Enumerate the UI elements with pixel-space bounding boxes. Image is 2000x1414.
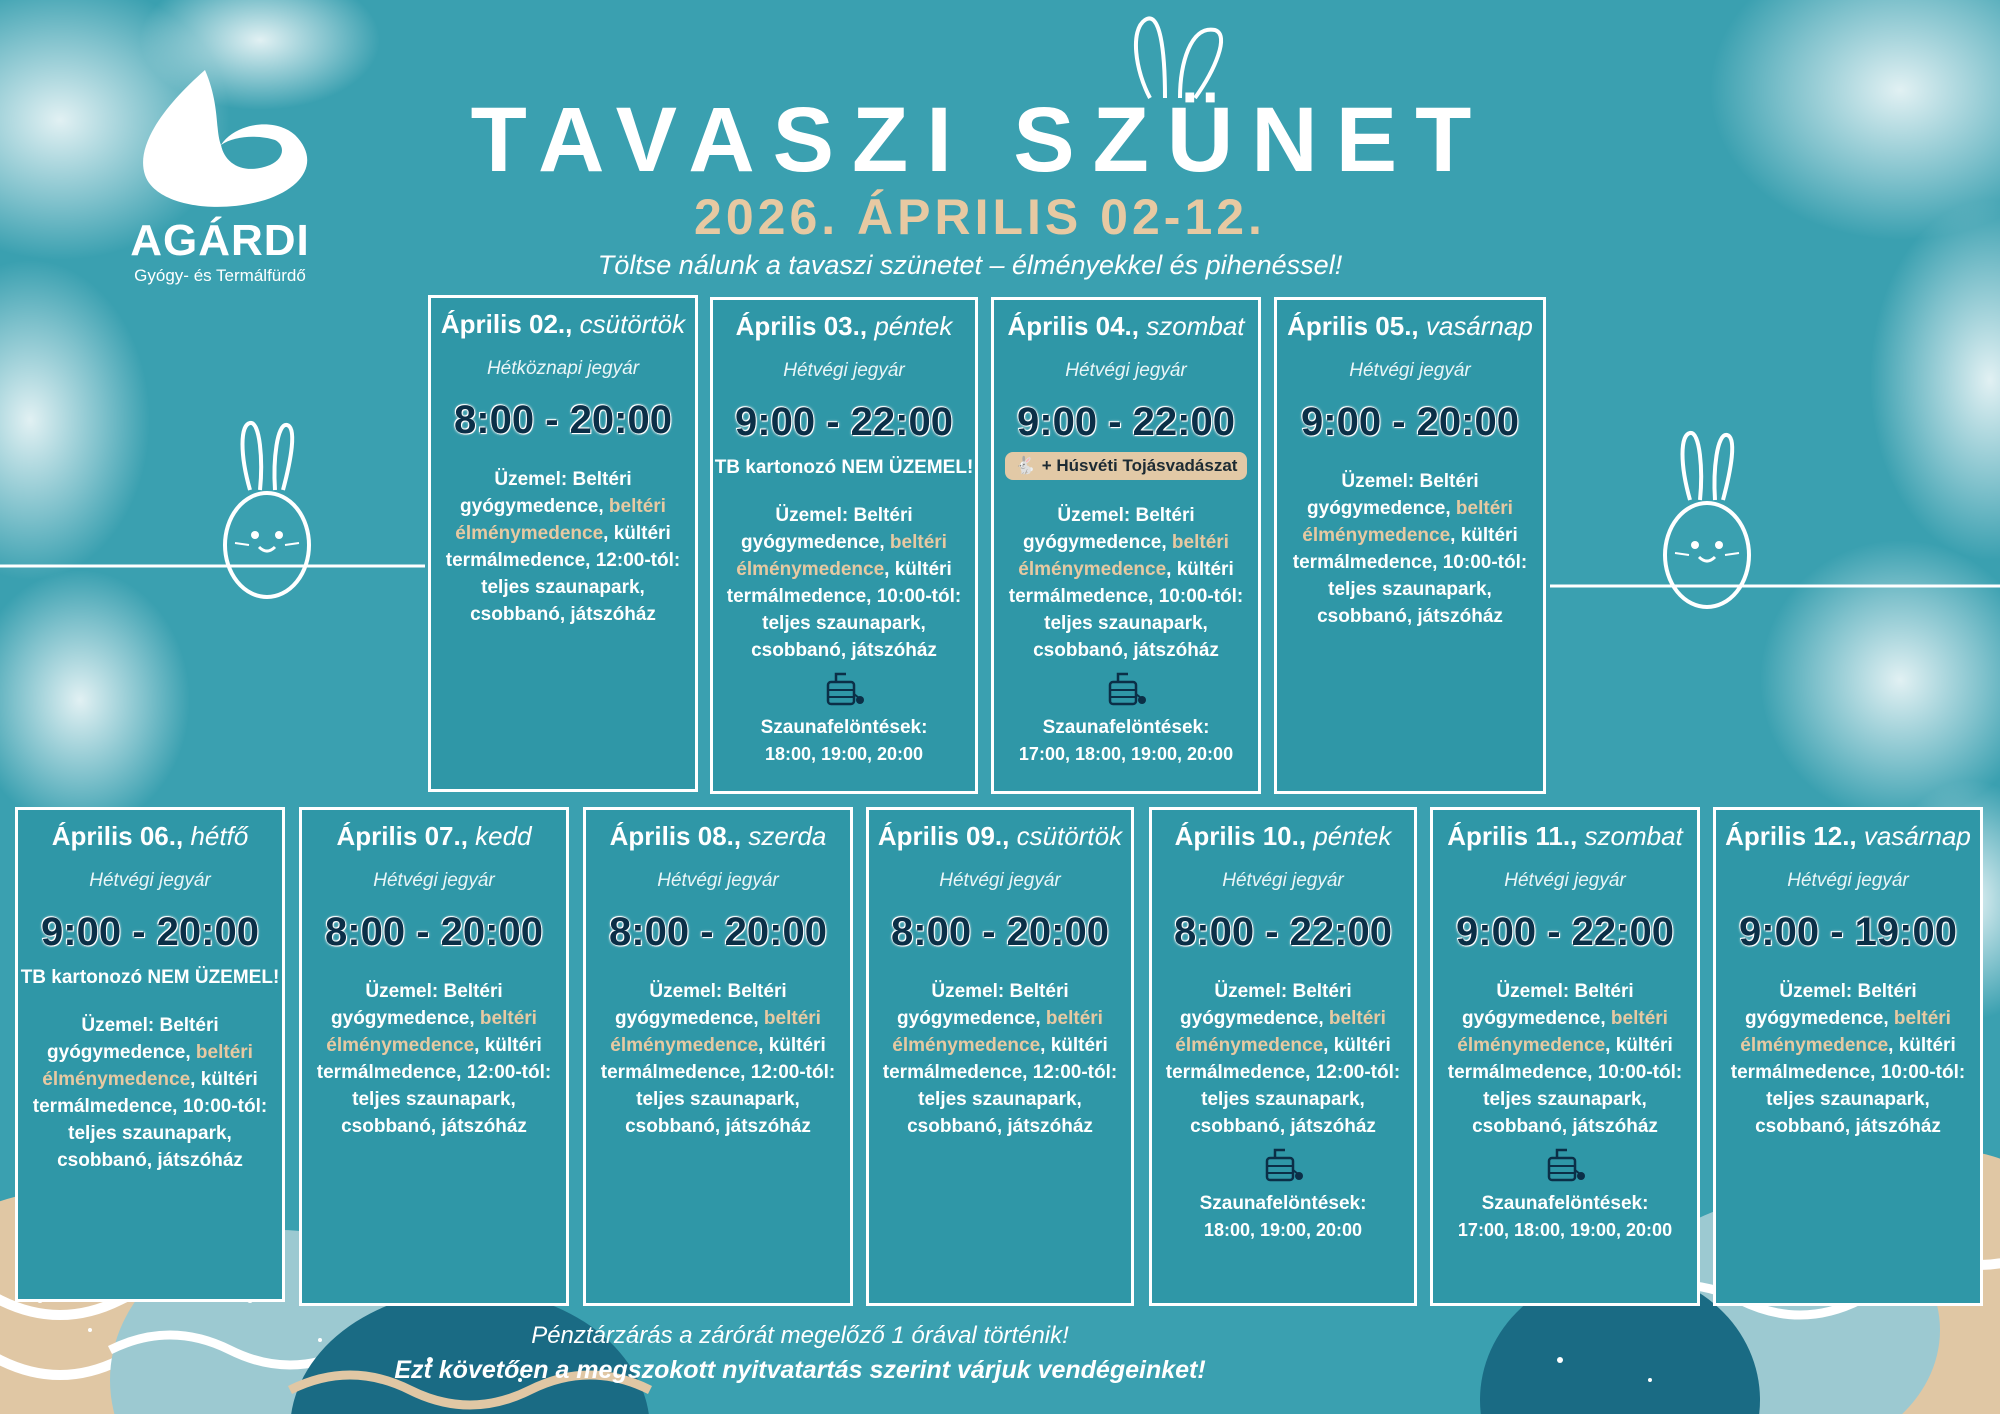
facilities-text-part: Üzemel: Beltéri gyógymedence, [897,981,1069,1029]
facilities-text-part: Üzemel: Beltéri gyógymedence, [331,981,503,1029]
bunny-icon: 🐇 [1014,456,1036,475]
day-heading [431,308,695,340]
facilities-highlight: beltéri élménymedence [1457,1008,1668,1056]
day-heading [869,820,1131,852]
opening-hours: 8:00 - 20:00 [891,910,1109,954]
ticket-type: Hétvégi jegyár [1504,870,1626,891]
day-date: Április 03., [735,311,868,341]
opening-hours: 9:00 - 22:00 [735,400,953,444]
sauna-section [1433,1146,1697,1243]
facilities-text [312,978,556,1140]
facilities-text-part: , kültéri termálmedence, 12:00-tól: teljes szaunapark, csobbanó, játszóház [600,1035,836,1137]
day-card [583,807,853,1306]
tb-notice: TB kartonozó NEM ÜZEMEL! [714,457,974,478]
day-date: Április 07., [336,821,468,851]
facilities-text-part: , kültéri termálmedence, 12:00-tól: teljes szaunapark, csobbanó, játszóház [882,1035,1118,1137]
sauna-times: 18:00, 19:00, 20:00 [1203,1220,1363,1240]
day-card [866,807,1134,1306]
opening-hours: 8:00 - 22:00 [1174,910,1392,954]
day-heading [586,820,850,852]
facilities-text-part: , kültéri termálmedence, 10:00-tól: teljes szaunapark, csobbanó, játszóház [726,559,962,661]
day-heading [713,310,975,342]
sauna-label: Szaunafelöntések: [1481,1193,1649,1214]
opening-hours: 8:00 - 20:00 [454,398,672,442]
facilities-text [1443,978,1687,1140]
facilities-text [1287,468,1533,630]
day-card [1430,807,1700,1306]
facilities-text-part: , kültéri termálmedence, 10:00-tól: teljes szaunapark, csobbanó, játszóház [32,1069,268,1171]
sauna-times: 18:00, 19:00, 20:00 [764,744,924,764]
ticket-type: Hétvégi jegyár [1065,360,1187,381]
facilities-text-part: Üzemel: Beltéri gyógymedence, [1462,981,1634,1029]
facilities-text [28,1012,272,1174]
day-heading [18,820,282,852]
facilities-highlight: beltéri élménymedence [610,1008,821,1056]
day-date: Április 05., [1287,311,1419,341]
opening-hours: 8:00 - 20:00 [325,910,543,954]
facilities-highlight: beltéri élménymedence [892,1008,1103,1056]
sauna-bucket-icon [994,670,1258,715]
facilities-highlight: beltéri élménymedence [1175,1008,1386,1056]
facilities-text-part: Üzemel: Beltéri gyógymedence, [1023,505,1195,553]
day-date: Április 08., [609,821,742,851]
day-card [428,295,698,792]
sauna-section [1152,1146,1414,1243]
facilities-text-part: Üzemel: Beltéri gyógymedence, [1307,471,1479,519]
sauna-bucket-icon [1433,1146,1697,1191]
day-heading [1433,820,1697,852]
day-date: Április 02., [440,309,573,339]
facilities-highlight: beltéri élménymedence [42,1042,253,1090]
date-range: 2026. ÁPRILIS 02-12. [694,189,1266,245]
day-heading [1716,820,1980,852]
facilities-text-part: , kültéri termálmedence, 12:00-tól: teljes szaunapark, csobbanó, játszóház [1165,1035,1401,1137]
easter-hunt-badge [1005,452,1248,480]
day-weekday: szombat [1146,311,1245,341]
facilities-text-part: Üzemel: Beltéri gyógymedence, [47,1015,219,1063]
opening-hours: 9:00 - 22:00 [1017,400,1235,444]
day-card [1713,807,1983,1306]
day-weekday: csütörtök [1016,821,1123,851]
opening-hours: 9:00 - 20:00 [41,910,259,954]
day-heading [1277,310,1543,342]
sauna-bucket-icon [1152,1146,1414,1191]
day-date: Április 11., [1447,821,1578,851]
day-weekday: csütörtök [579,309,686,339]
day-card [710,297,978,794]
footer-note: Pénztárzárás a zárórát megelőző 1 órával történik! [531,1322,1069,1349]
facilities-text-part: Üzemel: Beltéri gyógymedence, [615,981,787,1029]
ticket-type: Hétvégi jegyár [373,870,495,891]
day-weekday: péntek [874,311,953,341]
facilities-text [1726,978,1970,1140]
footer-closing: Ezt követően a megszokott nyitvatartás szerint várjuk vendégeinket! [394,1356,1206,1384]
sauna-label: Szaunafelöntések: [1042,717,1210,738]
sauna-label: Szaunafelöntések: [760,717,928,738]
ticket-type: Hétvégi jegyár [1787,870,1909,891]
ticket-type: Hétvégi jegyár [939,870,1061,891]
facilities-text-part: , kültéri termálmedence, 10:00-tól: teljes szaunapark, csobbanó, játszóház [1447,1035,1683,1137]
facilities-text-part: Üzemel: Beltéri gyógymedence, [1180,981,1352,1029]
opening-hours: 9:00 - 22:00 [1456,910,1674,954]
opening-hours: 9:00 - 20:00 [1301,400,1519,444]
facilities-text [723,502,965,664]
day-card [1274,297,1546,794]
page-title: TAVASZI SZÜNET [470,89,1490,191]
day-weekday: péntek [1313,821,1392,851]
sauna-label: Szaunafelöntések: [1199,1193,1367,1214]
bunny-ears-icon [1120,10,1230,100]
day-weekday: vasárnap [1863,821,1971,851]
facilities-text [441,466,685,628]
facilities-text-part: , kültéri termálmedence, 10:00-tól: teljes szaunapark, csobbanó, játszóház [1292,525,1528,627]
bunny-egg-icon-left [215,415,315,600]
opening-hours: 8:00 - 20:00 [609,910,827,954]
facilities-highlight: beltéri élménymedence [1740,1008,1951,1056]
ticket-type: Hétköznapi jegyár [486,358,640,379]
facilities-text-part: Üzemel: Beltéri gyógymedence, [741,505,913,553]
day-weekday: kedd [475,821,532,851]
ticket-type: Hétvégi jegyár [657,870,779,891]
bunny-egg-icon-right [1655,425,1755,610]
ticket-type: Hétvégi jegyár [1349,360,1471,381]
ticket-type: Hétvégi jegyár [1222,870,1344,891]
facilities-text [1004,502,1248,664]
sauna-bucket-icon [713,670,975,715]
day-weekday: szerda [748,821,827,851]
day-date: Április 04., [1007,311,1139,341]
badge-label: + Húsvéti Tojásvadászat [1041,456,1238,475]
day-date: Április 12., [1725,821,1857,851]
ticket-type: Hétvégi jegyár [783,360,905,381]
facilities-highlight: beltéri élménymedence [736,532,947,580]
day-weekday: vasárnap [1425,311,1533,341]
day-heading [302,820,566,852]
logo-tagline: Gyógy- és Termálfürdő [134,266,306,285]
facilities-text-part: Üzemel: Beltéri gyógymedence, [460,469,632,517]
day-weekday: szombat [1584,821,1683,851]
facilities-text-part: , kültéri termálmedence, 10:00-tól: teljes szaunapark, csobbanó, játszóház [1730,1035,1966,1137]
facilities-text-part: , kültéri termálmedence, 12:00-tól: teljes szaunapark, csobbanó, játszóház [445,523,681,625]
day-card [15,807,285,1302]
day-date: Április 10., [1174,821,1307,851]
facilities-text [596,978,840,1140]
ticket-type: Hétvégi jegyár [89,870,211,891]
facilities-text-part: Üzemel: Beltéri gyógymedence, [1745,981,1917,1029]
day-card [299,807,569,1306]
logo-name: AGÁRDI [130,216,310,265]
sauna-times: 17:00, 18:00, 19:00, 20:00 [1018,744,1234,764]
facilities-text [879,978,1121,1140]
facilities-highlight: beltéri élménymedence [1302,498,1513,546]
day-card [991,297,1261,794]
sauna-section [994,670,1258,767]
sauna-section [713,670,975,767]
facilities-highlight: beltéri élménymedence [1018,532,1229,580]
day-weekday: hétfő [190,821,249,851]
facilities-text-part: , kültéri termálmedence, 12:00-tól: teljes szaunapark, csobbanó, játszóház [316,1035,552,1137]
day-card [1149,807,1417,1306]
facilities-text-part: , kültéri termálmedence, 10:00-tól: teljes szaunapark, csobbanó, játszóház [1008,559,1244,661]
day-date: Április 09., [877,821,1010,851]
tb-notice: TB kartonozó NEM ÜZEMEL! [20,967,280,988]
facilities-text [1162,978,1404,1140]
day-date: Április 06., [51,821,184,851]
opening-hours: 9:00 - 19:00 [1739,910,1957,954]
facilities-highlight: beltéri élménymedence [455,496,666,544]
page-subtitle: Töltse nálunk a tavaszi szünetet – élményekkel és pihenéssel! [597,250,1343,280]
day-heading [1152,820,1414,852]
facilities-highlight: beltéri élménymedence [326,1008,537,1056]
day-heading [994,310,1258,342]
sauna-times: 17:00, 18:00, 19:00, 20:00 [1457,1220,1673,1240]
